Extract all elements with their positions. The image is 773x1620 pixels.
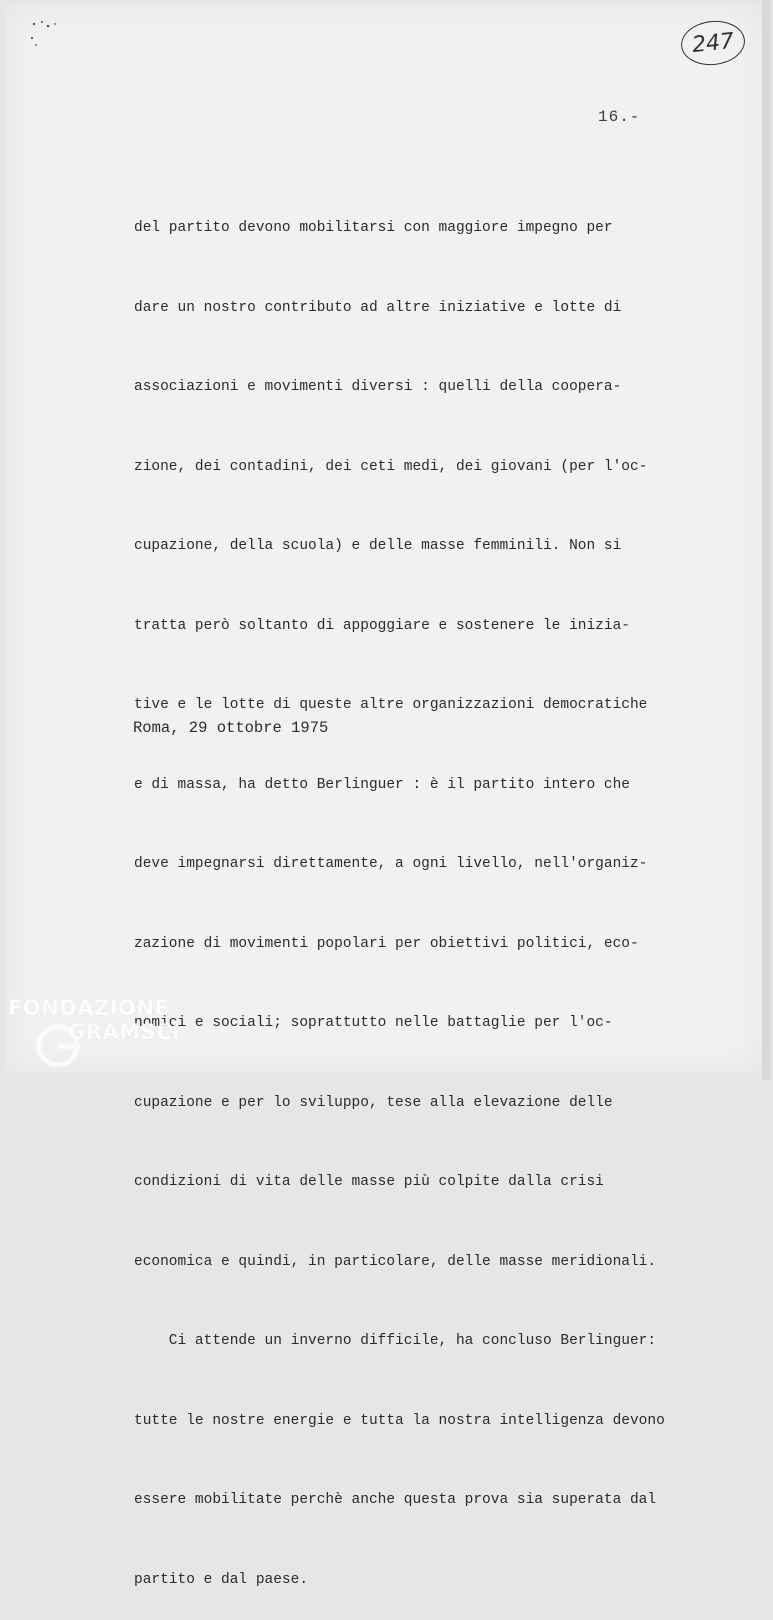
text-line: nomici e sociali; soprattutto nelle battaglie per l'oc- — [134, 1015, 613, 1031]
text-line: zazione di movimenti popolari per obiettivi politici, eco- — [134, 935, 639, 952]
text-line: e di massa, ha detto Berlinguer : è il partito intero che — [134, 776, 630, 793]
page-edge — [762, 0, 771, 1080]
fondazione-gramsci-watermark — [8, 996, 198, 1076]
text-line: deve impegnarsi direttamente, a ogni livello, nell'organiz- — [134, 856, 648, 872]
text-line: del partito devono mobilitarsi con maggiore impegno per — [134, 220, 613, 236]
watermark-line1: FONDAZIONE — [8, 996, 170, 1020]
page-number: 16.- — [598, 108, 641, 126]
text-line: Ci attende un inverno difficile, ha concluso Berlinguer: — [134, 1333, 657, 1349]
watermark-line2: GRAMSCI — [68, 1020, 181, 1044]
text-line: cupazione, della scuola) e delle masse femminili. Non si — [134, 538, 622, 554]
text-line: essere mobilitate perchè anche questa prova sia superata dal — [134, 1492, 657, 1508]
body-text — [134, 162, 734, 1620]
text-line: associazioni e movimenti diversi : quelli della coopera- — [134, 379, 622, 395]
text-line: partito e dal paese. — [134, 1571, 309, 1588]
text-line: zione, dei contadini, dei ceti medi, dei giovani (per l'oc- — [134, 458, 648, 475]
text-line: condizioni di vita delle masse più colpite dalla crisi — [134, 1174, 604, 1190]
text-line: cupazione e per lo sviluppo, tese alla elevazione delle — [134, 1094, 613, 1111]
text-line: economica e quindi, in particolare, delle masse meridionali. — [134, 1253, 657, 1270]
text-line: tutte le nostre energie e tutta la nostra intelligenza devono — [134, 1412, 665, 1429]
text-line: dare un nostro contributo ad altre iniziative e lotte di — [134, 299, 622, 316]
text-line: tive e le lotte di queste altre organizzazioni democratiche — [134, 697, 648, 713]
text-line: tratta però soltanto di appoggiare e sostenere le inizia- — [134, 617, 630, 634]
paper-specks — [28, 20, 68, 50]
date-line: Roma, 29 ottobre 1975 — [133, 719, 329, 737]
archive-number-stamp: 247 — [679, 18, 747, 68]
